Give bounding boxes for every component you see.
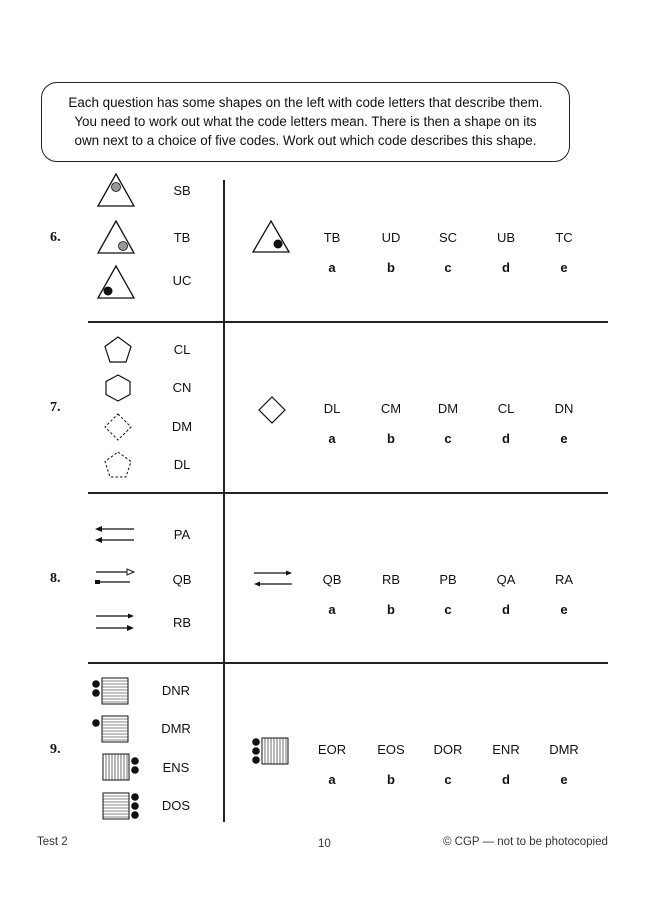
q7-option-d-letter[interactable]: d [502, 431, 510, 446]
q9-option-a-code[interactable]: EOR [317, 742, 347, 757]
q6-option-b-code[interactable]: UD [381, 230, 401, 245]
instructions-box [41, 82, 570, 162]
q7-example-4-dashed-pentagon [103, 450, 133, 480]
question-8-number: 8. [50, 571, 61, 586]
q8-option-c-code[interactable]: PB [439, 572, 457, 587]
q7-example-code-2: CN [172, 380, 192, 395]
q6-option-d-letter[interactable]: d [502, 260, 510, 275]
row-divider-2 [88, 492, 608, 494]
q8-option-b-code[interactable]: RB [381, 572, 401, 587]
q6-example-code-3: UC [172, 273, 192, 288]
q7-example-1-pentagon [103, 335, 133, 365]
q9-example-1-shape [90, 676, 132, 706]
q7-option-b-letter[interactable]: b [387, 431, 395, 446]
q9-option-c-letter[interactable]: c [444, 772, 452, 787]
q6-target-shape [252, 218, 292, 256]
q6-option-d-code[interactable]: UB [496, 230, 516, 245]
q9-example-4-shape [100, 790, 142, 822]
q7-option-d-code[interactable]: CL [497, 401, 515, 416]
q7-option-c-code[interactable]: DM [437, 401, 459, 416]
q6-option-a-letter[interactable]: a [328, 260, 336, 275]
q7-example-2-hexagon [103, 373, 133, 403]
question-7-number: 7. [50, 400, 61, 415]
q9-example-2-shape [90, 714, 132, 744]
q8-example-code-3: RB [172, 615, 192, 630]
q9-option-e-code[interactable]: DMR [549, 742, 579, 757]
q8-target-arrows [252, 567, 294, 591]
q9-option-e-letter[interactable]: e [560, 772, 568, 787]
q6-option-a-code[interactable]: TB [323, 230, 341, 245]
q9-example-code-2: DMR [161, 721, 191, 736]
instructions-line-2: You need to work out what the code letters mean. There is then a shape on its [74, 114, 537, 129]
q8-option-d-code[interactable]: QA [496, 572, 516, 587]
q9-option-b-letter[interactable]: b [387, 772, 395, 787]
q9-option-d-letter[interactable]: d [502, 772, 510, 787]
q8-example-3-arrows [94, 610, 136, 636]
q8-option-c-letter[interactable]: c [444, 602, 452, 617]
instructions-line-3: own next to a choice of five codes. Work out which code describes this shape. [74, 133, 537, 148]
question-9-number: 9. [50, 742, 61, 757]
row-divider-3 [88, 662, 608, 664]
q6-option-e-letter[interactable]: e [560, 260, 568, 275]
q6-option-e-code[interactable]: TC [555, 230, 573, 245]
q9-option-b-code[interactable]: EOS [377, 742, 405, 757]
q7-example-code-1: CL [173, 342, 191, 357]
q7-option-c-letter[interactable]: c [444, 431, 452, 446]
q8-example-2-arrow [94, 566, 136, 588]
q9-target-shape [250, 735, 292, 767]
q9-option-a-letter[interactable]: a [328, 772, 336, 787]
footer-test-label: Test 2 [37, 836, 68, 848]
question-6-number: 6. [50, 230, 61, 245]
instructions-line-1: Each question has some shapes on the left with code letters that describe them. [68, 95, 543, 110]
q8-option-e-letter[interactable]: e [560, 602, 568, 617]
row-divider-1 [88, 321, 608, 323]
q6-example-code-1: SB [173, 183, 191, 198]
q7-example-3-dashed-diamond [103, 412, 133, 442]
q7-option-a-code[interactable]: DL [323, 401, 341, 416]
q9-option-c-code[interactable]: DOR [433, 742, 463, 757]
q6-option-c-code[interactable]: SC [438, 230, 458, 245]
q9-option-d-code[interactable]: ENR [492, 742, 520, 757]
q8-option-a-letter[interactable]: a [328, 602, 336, 617]
q7-option-e-code[interactable]: DN [554, 401, 574, 416]
q7-example-code-4: DL [173, 457, 191, 472]
q6-example-code-2: TB [173, 230, 191, 245]
q7-target-diamond [257, 395, 287, 425]
q8-option-a-code[interactable]: QB [322, 572, 342, 587]
q7-option-b-code[interactable]: CM [380, 401, 402, 416]
q9-example-code-1: DNR [161, 683, 191, 698]
column-divider [223, 180, 225, 822]
q7-option-e-letter[interactable]: e [560, 431, 568, 446]
q8-option-e-code[interactable]: RA [554, 572, 574, 587]
q6-option-b-letter[interactable]: b [387, 260, 395, 275]
q9-example-3-shape [100, 752, 142, 782]
q8-example-code-1: PA [173, 527, 191, 542]
q9-example-code-3: ENS [162, 760, 190, 775]
footer-page-number: 10 [318, 838, 331, 850]
q6-example-2-shape [96, 217, 136, 257]
q6-option-c-letter[interactable]: c [444, 260, 452, 275]
q8-option-d-letter[interactable]: d [502, 602, 510, 617]
q6-example-1-shape [96, 170, 136, 210]
q8-example-code-2: QB [172, 572, 192, 587]
q9-example-code-4: DOS [161, 798, 191, 813]
q8-option-b-letter[interactable]: b [387, 602, 395, 617]
q7-example-code-3: DM [171, 419, 193, 434]
q8-example-1-arrows [94, 522, 136, 548]
footer-copyright: © CGP — not to be photocopied [443, 836, 608, 848]
q7-option-a-letter[interactable]: a [328, 431, 336, 446]
q6-example-3-shape [96, 262, 136, 302]
